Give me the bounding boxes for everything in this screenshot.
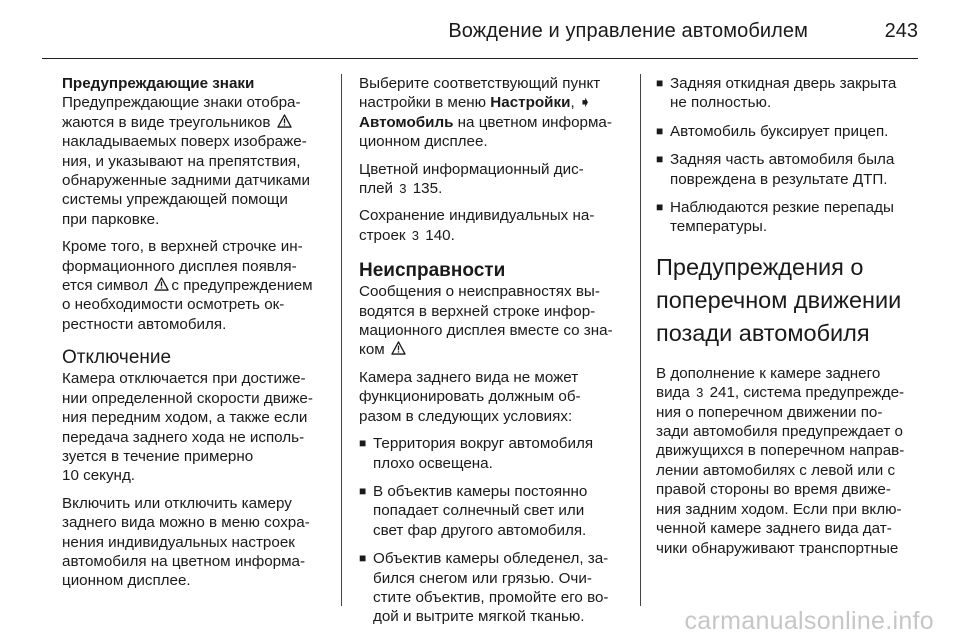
list-item	[359, 482, 627, 540]
list-item-text	[670, 122, 926, 141]
text-line: обнаруженные задними датчиками	[62, 172, 310, 190]
text-line: Цветной информационный дис-	[359, 160, 584, 178]
page-number: 243	[884, 20, 918, 42]
text-line: жаются в виде треугольников	[62, 113, 271, 131]
column-divider	[341, 74, 342, 606]
list-item	[656, 74, 926, 113]
text-line: водятся в верхней строке инфор-	[359, 302, 596, 320]
page-reference: 241, система предупрежде-	[709, 384, 905, 402]
text-line: дой и вытрите мягкой тканью.	[373, 608, 585, 626]
heading-line: Предупреждения о	[656, 253, 864, 280]
text-line: Камера заднего вида не может	[359, 368, 579, 386]
text-line: системы упреждающей помощи	[62, 191, 288, 209]
text-line: Автомобиль буксирует прицеп.	[670, 122, 889, 140]
list-item-text	[670, 150, 926, 189]
page-reference-icon: 3	[399, 181, 407, 197]
text-line: Территория вокруг автомобиля	[373, 435, 594, 453]
bullet-icon: ■	[656, 200, 664, 215]
menu-name-vehicle: Автомобиль	[359, 113, 454, 131]
page-reference: 135.	[412, 180, 443, 198]
column-middle	[359, 74, 627, 636]
text-line: накладываемых поверх изображе-	[62, 133, 307, 151]
text-line: ния задним ходом. Если при вклю-	[656, 500, 902, 518]
text-line: Задняя часть автомобиля была	[670, 151, 895, 169]
list-item	[656, 150, 926, 189]
text-line: Сохранение индивидуальных на-	[359, 207, 595, 225]
section-heading-deactivation: Отключение	[62, 347, 172, 369]
list-item-text	[373, 434, 627, 473]
paragraph-color-display	[359, 160, 627, 199]
list-item	[656, 122, 926, 141]
page-reference-icon: 3	[411, 227, 420, 243]
paragraph-display-symbol	[62, 237, 332, 334]
menu-name-settings: Настройки	[490, 94, 571, 112]
warning-triangle-icon	[391, 341, 406, 355]
text-line: Наблюдаются резкие перепады	[670, 199, 894, 217]
bullet-icon: ■	[656, 76, 664, 90]
text-fragment: настройки в меню	[359, 94, 487, 112]
warning-triangle-icon	[154, 277, 169, 291]
list-item	[359, 434, 627, 473]
text-line: автомобиля на цветном информа-	[62, 552, 306, 570]
text-line: нии определенной скорости движе-	[62, 389, 313, 407]
paragraph-malfunction-messages	[359, 282, 627, 360]
text-line: мационного дисплея вместе со зна-	[359, 322, 613, 340]
text-line: бился снегом или грязью. Очи-	[373, 569, 592, 587]
text-line: Сообщения о неисправностях вы-	[359, 283, 600, 301]
warning-triangle-icon	[277, 114, 292, 128]
heading-line: поперечном движении	[656, 286, 902, 313]
paragraph-cross-traffic	[656, 364, 926, 558]
text-line: 10 секунд.	[62, 467, 136, 485]
watermark: carmanualsonline.info	[684, 607, 934, 635]
text-line: Кроме того, в верхней строчке ин-	[62, 238, 303, 256]
paragraph-deactivation	[62, 369, 332, 485]
text-line: разом в следующих условиях:	[359, 407, 573, 425]
text-line: стите объектив, промойте его во-	[373, 588, 609, 606]
paragraph-menu-settings	[359, 74, 627, 152]
text-fragment: с предупреждением	[171, 277, 313, 295]
section-heading-malfunctions: Неисправности	[359, 260, 506, 282]
text-line: при парковке.	[62, 210, 160, 228]
text-line: ченной камере заднего вида дат-	[656, 520, 892, 538]
text-line: ционном дисплее.	[62, 572, 191, 590]
bullet-icon: ■	[656, 123, 664, 138]
text-line: Камера отключается при достиже-	[62, 370, 306, 388]
text-line: ния, и указывают на препятствия,	[62, 152, 301, 170]
text-line: заднего вида можно в меню сохра-	[62, 514, 310, 532]
list-item	[656, 198, 926, 237]
text-line: передача заднего хода не исполь-	[62, 428, 305, 446]
list-item-text	[373, 482, 627, 540]
text-fragment: на цветном информа-	[453, 113, 612, 131]
text-line: не полностью.	[670, 94, 772, 112]
text-line: ния о поперечном движении по-	[656, 403, 883, 421]
text-fragment: ком	[359, 341, 385, 359]
text-line: нения индивидуальных настроек	[62, 533, 295, 551]
text-line: правой стороны во время движе-	[656, 481, 891, 499]
list-item-text	[670, 198, 926, 237]
column-left	[62, 74, 332, 599]
text-line: о необходимости осмотреть ок-	[62, 296, 285, 314]
text-line: зади автомобиля предупреждает о	[656, 423, 903, 441]
text-line: ния передним ходом, а также если	[62, 409, 308, 427]
page-reference: 140.	[425, 226, 455, 244]
text-fragment: строек	[359, 226, 406, 244]
text-line: рестности автомобиля.	[62, 315, 227, 333]
bullet-icon: ■	[359, 483, 367, 498]
text-line: Задняя откидная дверь закрыта	[670, 75, 897, 92]
text-line: лении автомобилях с левой или с	[656, 461, 896, 479]
section-heading-warning-signs: Предупреждающие знаки	[62, 75, 255, 92]
text-line: Предупреждающие знаки отобра-	[62, 94, 301, 112]
text-fragment: вида	[656, 384, 690, 402]
text-line: Выберите соответствующий пункт	[359, 75, 601, 92]
text-line: Включить или отключить камеру	[62, 494, 292, 512]
arrow-right-icon: ➧	[578, 94, 592, 112]
text-line: В объектив камеры постоянно	[373, 482, 588, 500]
paragraph-personal-settings	[359, 206, 627, 245]
bullet-icon: ■	[656, 152, 664, 167]
text-line: температуры.	[670, 218, 768, 236]
text-line: ционном дисплее.	[359, 133, 488, 151]
text-line: повреждена в результате ДТП.	[670, 170, 888, 188]
section-heading-cross-traffic	[656, 251, 926, 350]
text-line: функционировать должным об-	[359, 388, 581, 406]
page-header	[42, 0, 918, 58]
text-line: В дополнение к камере заднего	[656, 364, 881, 382]
paragraph-camera-conditions	[359, 368, 627, 426]
text-line: свет фар другого автомобиля.	[373, 521, 587, 539]
header-divider	[42, 58, 918, 59]
list-item-text	[670, 74, 926, 113]
text-fragment: ется символ	[62, 277, 149, 295]
paragraph-toggle-camera	[62, 494, 332, 591]
separator: ,	[570, 94, 579, 112]
text-line: плохо освещена.	[373, 454, 493, 472]
paragraph-warning-signs	[62, 93, 332, 229]
list-item	[359, 549, 627, 627]
text-line: зуется в течение примерно	[62, 447, 254, 465]
text-line: Объектив камеры обледенел, за-	[373, 550, 609, 568]
column-right	[656, 74, 926, 566]
text-line: движущихся в поперечном направ-	[656, 442, 905, 460]
bullet-icon: ■	[359, 436, 367, 451]
text-fragment: плей	[359, 180, 394, 198]
text-line: формационного дисплея появля-	[62, 257, 297, 275]
text-line: чики обнаруживают транспортные	[656, 539, 899, 557]
text-line: попадает солнечный свет или	[373, 502, 585, 520]
page-title: Вождение и управление автомобилем	[448, 20, 808, 42]
list-item-text	[373, 549, 627, 627]
bullet-icon: ■	[359, 551, 367, 566]
column-divider	[640, 74, 641, 606]
page-reference-icon: 3	[696, 385, 704, 401]
heading-line: позади автомобиля	[656, 319, 870, 346]
